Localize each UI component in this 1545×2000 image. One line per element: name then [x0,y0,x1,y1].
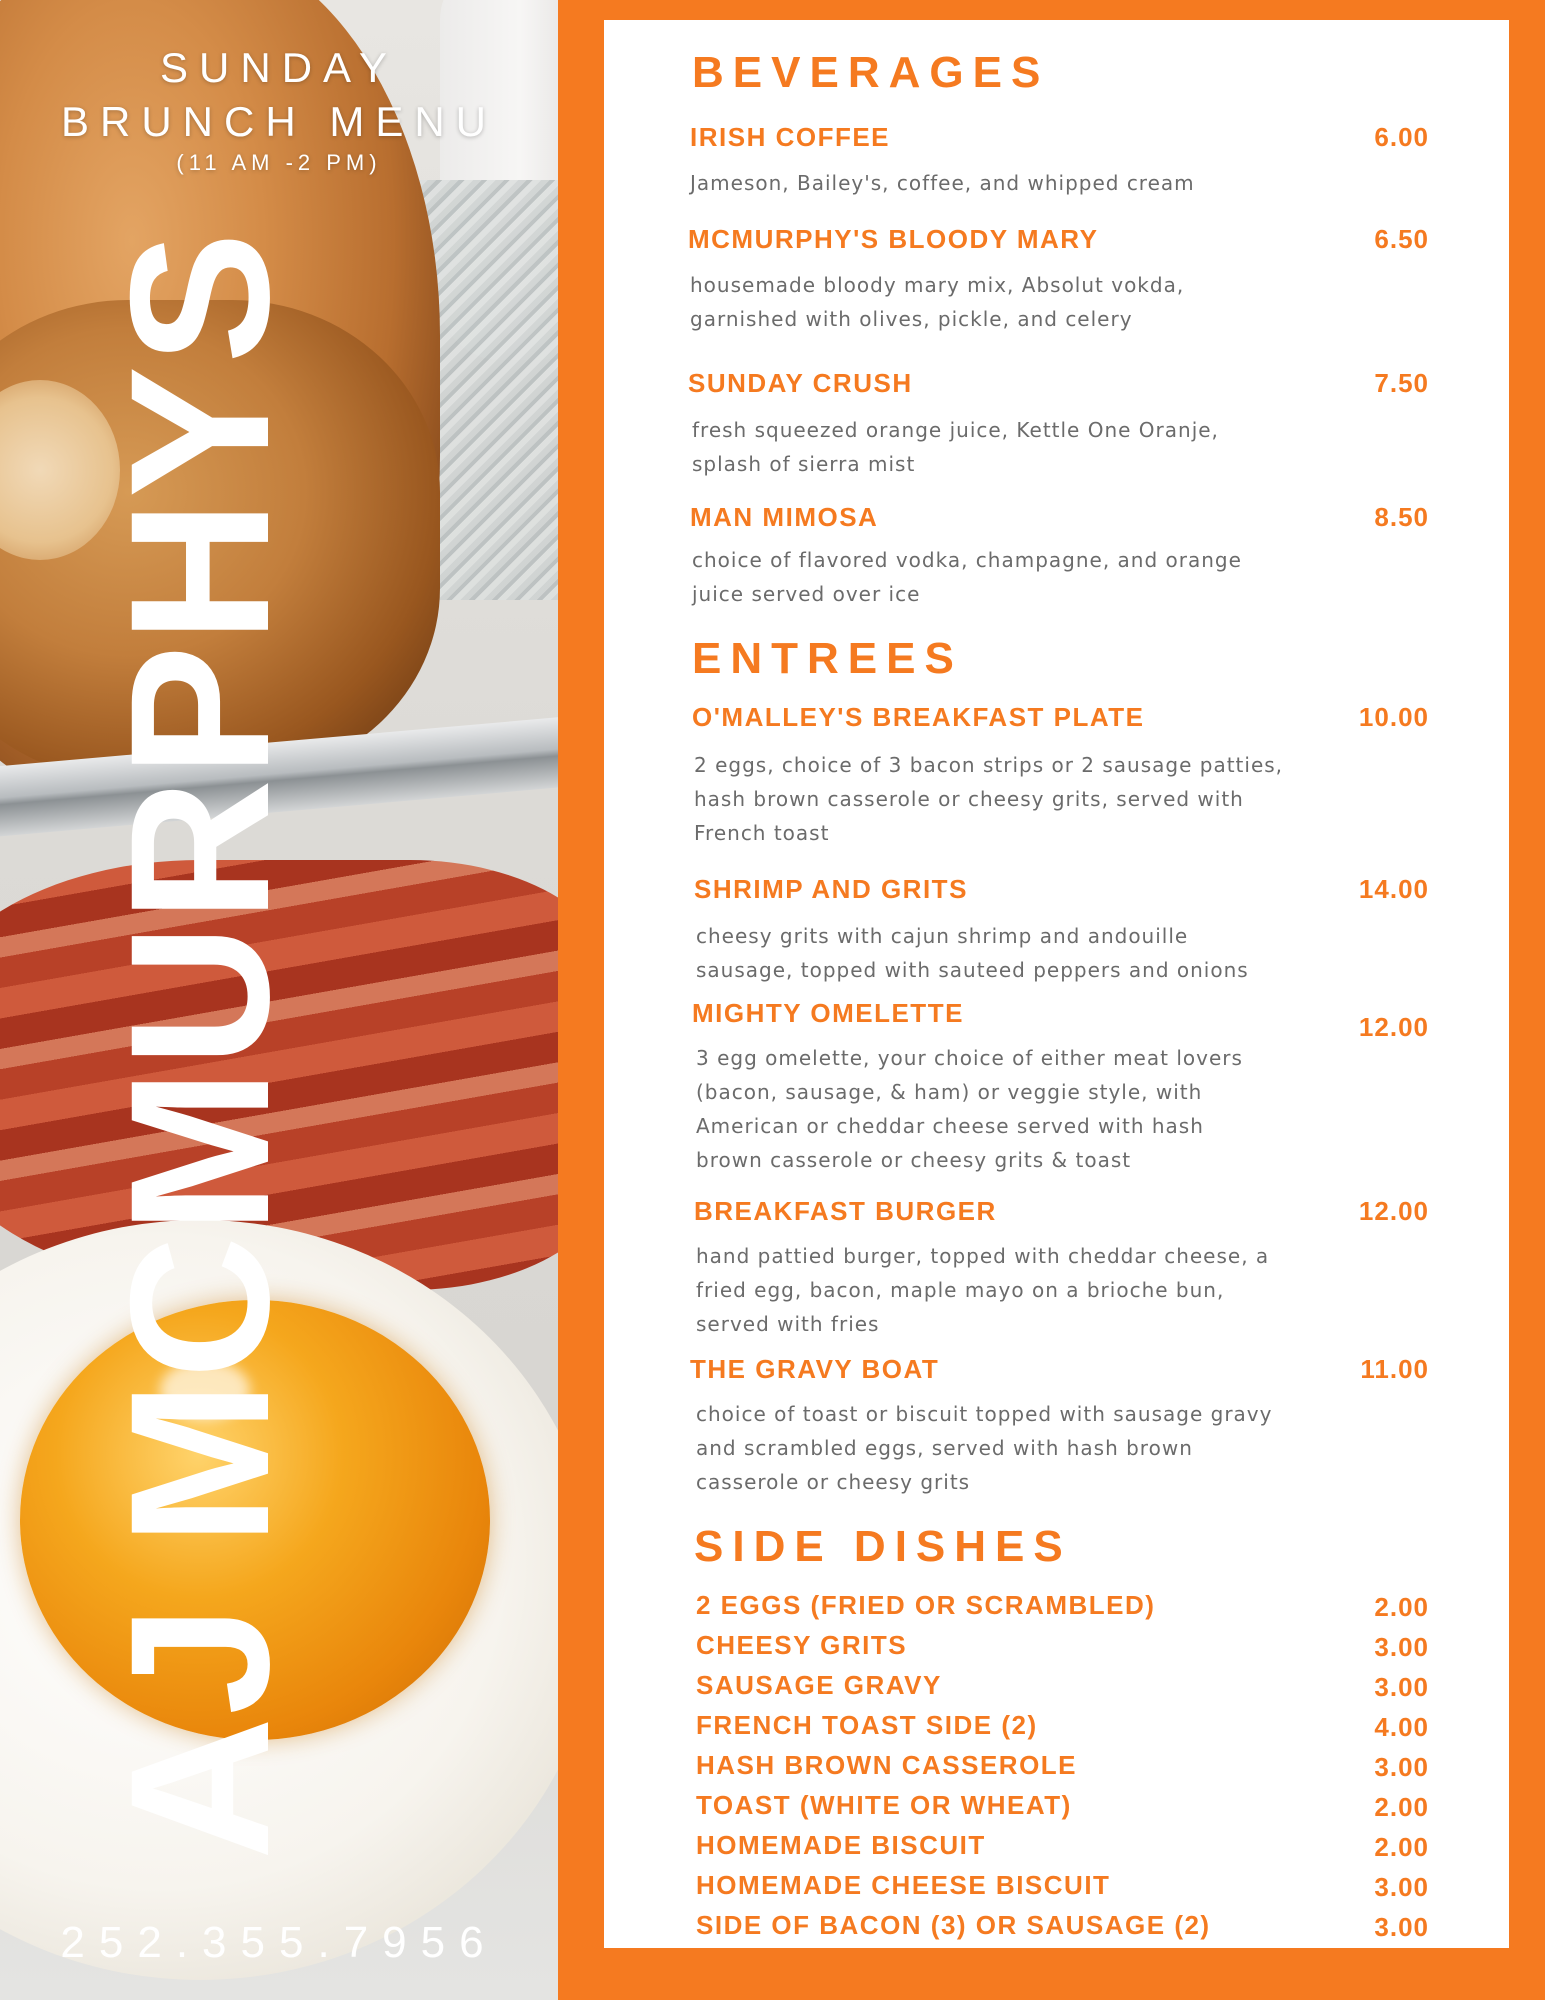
menu-item-description [690,166,1330,200]
menu-item-price: 8.50 [1374,502,1429,532]
side-item-price: 3.00 [1374,1872,1429,1902]
menu-item-name: MIGHTY OMELETTE [692,998,964,1028]
menu-item-name: MCMURPHY'S BLOODY MARY [688,224,1099,254]
description-line: housemade bloody mary mix, Absolut vokda, [690,273,1185,297]
side-item-price: 2.00 [1374,1792,1429,1822]
side-item-name: TOAST (WHITE OR WHEAT) [696,1790,1072,1820]
description-line: Jameson, Bailey's, coffee, and whipped cream [690,171,1195,195]
menu-item-description [696,919,1336,987]
menu-item-name: SUNDAY CRUSH [688,368,913,398]
description-line: fried egg, bacon, maple mayo on a brioche bun, [696,1278,1225,1302]
side-item-price: 2.00 [1374,1592,1429,1622]
menu-title-line2: BRUNCH MENU [61,98,497,145]
description-line: garnished with olives, pickle, and celery [690,307,1133,331]
description-line: juice served over ice [692,582,921,606]
description-line: fresh squeezed orange juice, Kettle One Oranje, [692,418,1219,442]
side-item-name: HOMEMADE CHEESE BISCUIT [696,1870,1111,1900]
side-item-price: 3.00 [1374,1752,1429,1782]
description-line: casserole or cheesy grits [696,1470,971,1494]
menu-item-description [690,268,1330,336]
menu-item-name: MAN MIMOSA [690,502,879,532]
menu-item-price: 11.00 [1360,1354,1429,1384]
menu-item-description [696,1239,1336,1341]
phone-number: 252.355.7956 [60,1918,498,1967]
restaurant-name: AJ MCMURPHYS [89,229,310,1860]
menu-item-name: O'MALLEY'S BREAKFAST PLATE [692,702,1145,732]
menu-item-description [692,413,1332,481]
menu-item-name: IRISH COFFEE [690,122,891,152]
menu-panel [604,20,1509,1948]
menu-item-price: 7.50 [1374,368,1429,398]
side-item-name: HASH BROWN CASSEROLE [696,1750,1078,1780]
description-line: 2 eggs, choice of 3 bacon strips or 2 sausage patties, [694,753,1284,777]
description-line: served with fries [696,1312,880,1336]
menu-title-line1: SUNDAY [160,44,398,91]
menu-item-price: 12.00 [1358,1196,1429,1226]
side-item-name: FRENCH TOAST SIDE (2) [696,1710,1038,1740]
description-line: cheesy grits with cajun shrimp and andouille [696,924,1189,948]
description-line: 3 egg omelette, your choice of either meat lovers [696,1046,1243,1070]
side-item-price: 3.00 [1374,1912,1429,1942]
description-line: French toast [694,821,830,845]
description-line: sausage, topped with sauteed peppers and onions [696,958,1249,982]
side-item-name: 2 EGGS (FRIED OR SCRAMBLED) [696,1590,1156,1620]
description-line: and scrambled eggs, served with hash brown [696,1436,1193,1460]
description-line: American or cheddar cheese served with hash [696,1114,1204,1138]
description-line: brown casserole or cheesy grits & toast [696,1148,1132,1172]
side-item-price: 2.00 [1374,1832,1429,1862]
menu-item-price: 6.50 [1374,224,1429,254]
menu-item-price: 6.00 [1374,122,1429,152]
menu-item-description [696,1041,1336,1177]
side-item-price: 3.00 [1374,1672,1429,1702]
description-line: choice of flavored vodka, champagne, and orange [692,548,1242,572]
food-photo-panel [0,0,558,2000]
section-title-entrees: ENTREES [692,634,963,683]
menu-item-price: 12.00 [1358,1012,1429,1042]
side-item-name: SAUSAGE GRAVY [696,1670,942,1700]
side-item-price: 4.00 [1374,1712,1429,1742]
side-item-name: CHEESY GRITS [696,1630,908,1660]
menu-item-name: THE GRAVY BOAT [690,1354,940,1384]
side-item-name: SIDE OF BACON (3) OR SAUSAGE (2) [696,1910,1211,1940]
description-line: hand pattied burger, topped with cheddar cheese, a [696,1244,1270,1268]
side-item-name: HOMEMADE BISCUIT [696,1830,986,1860]
description-line: (bacon, sausage, & ham) or veggie style, with [696,1080,1203,1104]
section-title-beverages: BEVERAGES [692,48,1050,97]
menu-item-name: BREAKFAST BURGER [694,1196,997,1226]
description-line: hash brown casserole or cheesy grits, served with [694,787,1244,811]
description-line: choice of toast or biscuit topped with sausage gravy [696,1402,1273,1426]
menu-item-description [692,543,1332,611]
menu-item-description [696,1397,1336,1499]
section-title-side-dishes: SIDE DISHES [694,1522,1072,1571]
side-item-price: 3.00 [1374,1632,1429,1662]
menu-item-price: 14.00 [1358,874,1429,904]
menu-item-name: SHRIMP AND GRITS [694,874,968,904]
description-line: splash of sierra mist [692,452,916,476]
menu-item-price: 10.00 [1358,702,1429,732]
menu-hours: (11 AM -2 PM) [176,150,382,175]
menu-item-description [694,748,1334,850]
